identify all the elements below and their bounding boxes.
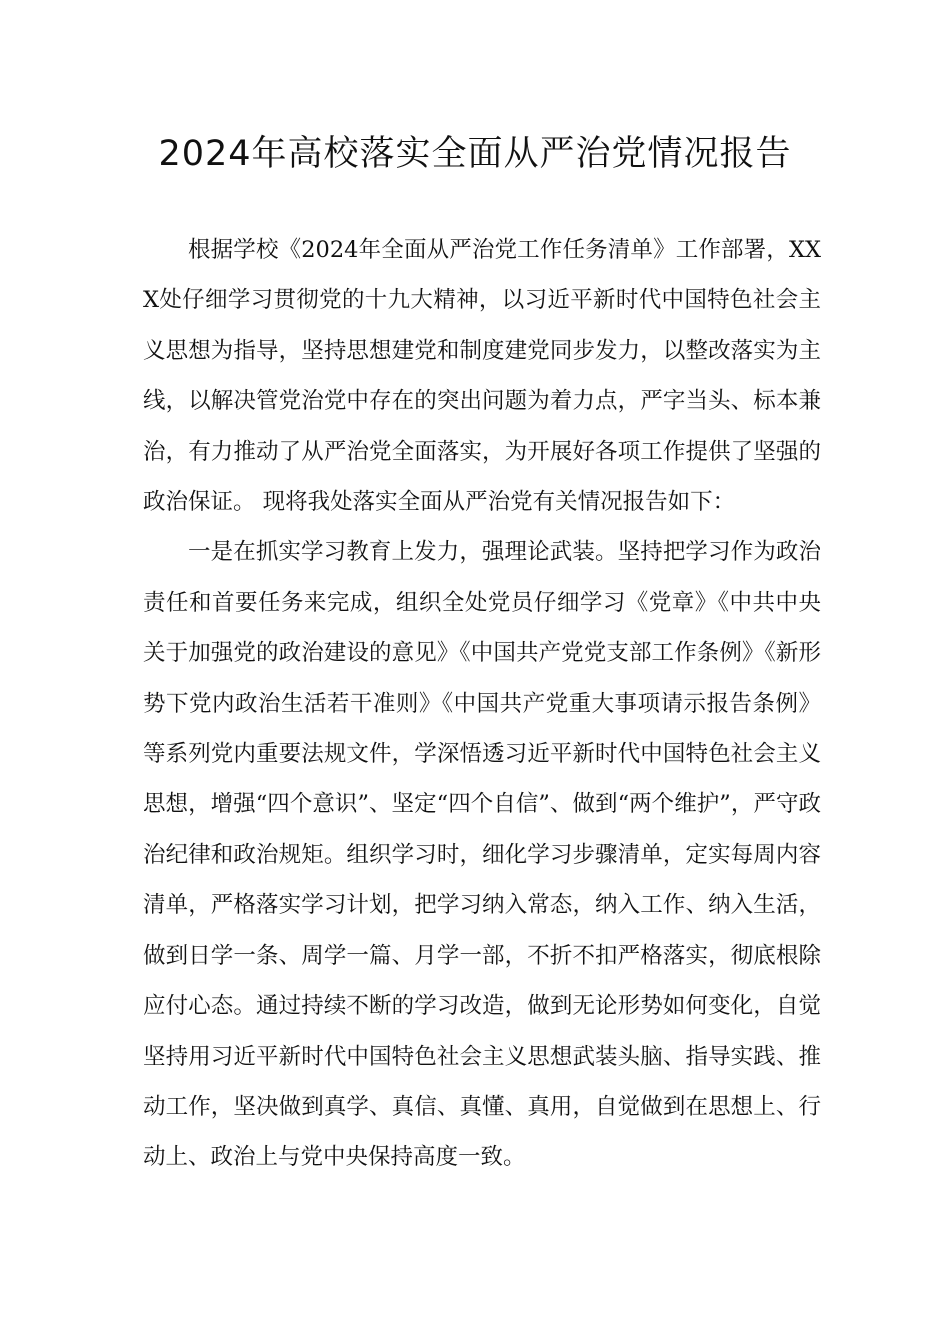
paragraph-study-education: 一是在抓实学习教育上发力，强理论武装。坚持把学习作为政治责任和首要任务来完成，组织全处党员仔细学习《党章》《中共中央关于加强党的政治建设的意见》《中国共产党党支部工作条例》《新形势下党内政治生活若干准则》《中国共产党重大事项请示报告条例》等系列党内重要法规文件，学深悟透习近平新时代中国特色社会主义思想，增强“四个意识”、坚定“四个自信”、做到“两个维护”，严守政治纪律和政治规矩。组织学习时，细化学习步骤清单，定实每周内容清单，严格落实学习计划，把学习纳入常态，纳入工作、纳入生活，做到日学一条、周学一篇、月学一部，不折不扣严格落实，彻底根除应付心态。通过持续不断的学习改造，做到无论形势如何变化，自觉坚持用习近平新时代中国特色社会主义思想武装头脑、指导实践、推动工作，坚决做到真学、真信、真懂、真用，自觉做到在思想上、行动上、政治上与党中央保持高度一致。 [143,539,821,1171]
document-body [143,225,821,1183]
paragraph-intro: 根据学校《2024年全面从严治党工作任务清单》工作部署，XXX处仔细学习贯彻党的十九大精神，以习近平新时代中国特色社会主义思想为指导，坚持思想建党和制度建党同步发力，以整改落实为主线，以解决管党治党中存在的突出问题为着力点，严字当头、标本兼治，有力推动了从严治党全面落实，为开展好各项工作提供了坚强的政治保证。 现将我处落实全面从严治党有关情况报告如下： [143,237,821,516]
document-title: 2024年高校落实全面从严治党情况报告 [158,134,792,174]
